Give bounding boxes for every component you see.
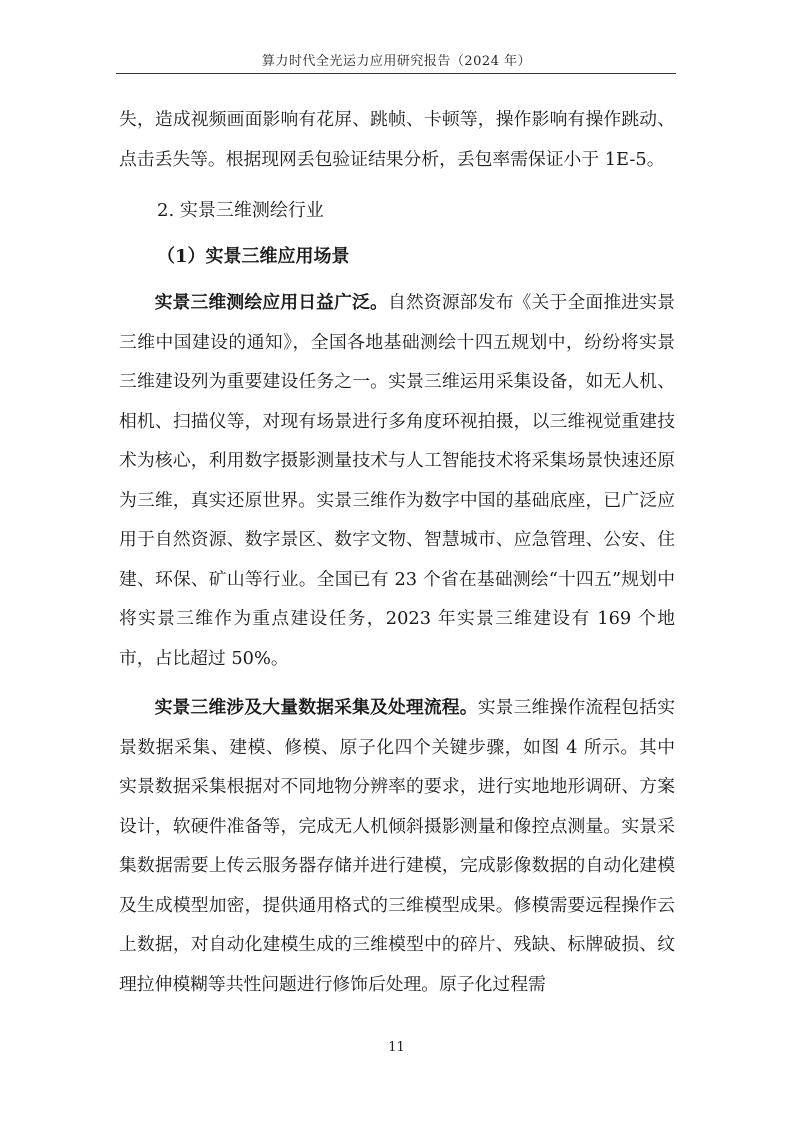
subsection-heading: （1）实景三维应用场景	[157, 246, 350, 267]
section-heading: 2. 实景三维测绘行业	[157, 200, 324, 221]
paragraph-workflow	[119, 688, 675, 1004]
paragraph-application	[119, 283, 675, 678]
page-number: 11	[388, 1040, 405, 1055]
document-body	[119, 100, 675, 1004]
paragraph-continuation: 失，造成视频画面影响有花屏、跳帧、卡顿等，操作影响有操作跳动、点击丢失等。根据现网丢包验证结果分析，丢包率需保证小于 1E-5。	[119, 109, 675, 170]
paragraph-text: 实景三维操作流程包括实景数据采集、建模、修模、原子化四个关键步骤，如图 4 所示。其中实景数据采集根据对不同地物分辨率的要求，进行实地地形调研、方案设计，软硬件准备等，完成无人机倾斜摄影测量和像控点测量。实景采集数据需要上传云服务器存储并进行建模，完成影像数据的自动化建模及生成模型加密，提供通用格式的三维模型成果。修模需要远程操作云上数据，对自动化建模生成的三维模型中的碎片、残缺、标牌破损、纹理拉伸模糊等共性问题进行修饰后处理。原子化过程需	[119, 697, 675, 995]
paragraph-lead: 实景三维涉及大量数据采集及处理流程。	[154, 697, 478, 718]
paragraph-lead: 实景三维测绘应用日益广泛。	[154, 292, 388, 313]
page-header: 算力时代全光运力应用研究报告（2024 年）	[261, 54, 532, 69]
paragraph-text: 自然资源部发布《关于全面推进实景三维中国建设的通知》，全国各地基础测绘十四五规划中，纷纷将实景三维建设列为重要建设任务之一。实景三维运用采集设备，如无人机、相机、扫描仪等，对现有场景进行多角度环视拍摄，以三维视觉重建技术为核心，利用数字摄影测量技术与人工智能技术将采集场景快速还原为三维，真实还原世界。实景三维作为数字中国的基础底座，已广泛应用于自然资源、数字景区、数字文物、智慧城市、应急管理、公安、住建、环保、矿山等行业。全国已有 23 个省在基础测绘“十四五”规划中将实景三维作为重点建设任务，2023 年实景三维建设有 169 个地市，占比超过 50%。	[119, 292, 675, 669]
header-divider	[116, 73, 676, 74]
